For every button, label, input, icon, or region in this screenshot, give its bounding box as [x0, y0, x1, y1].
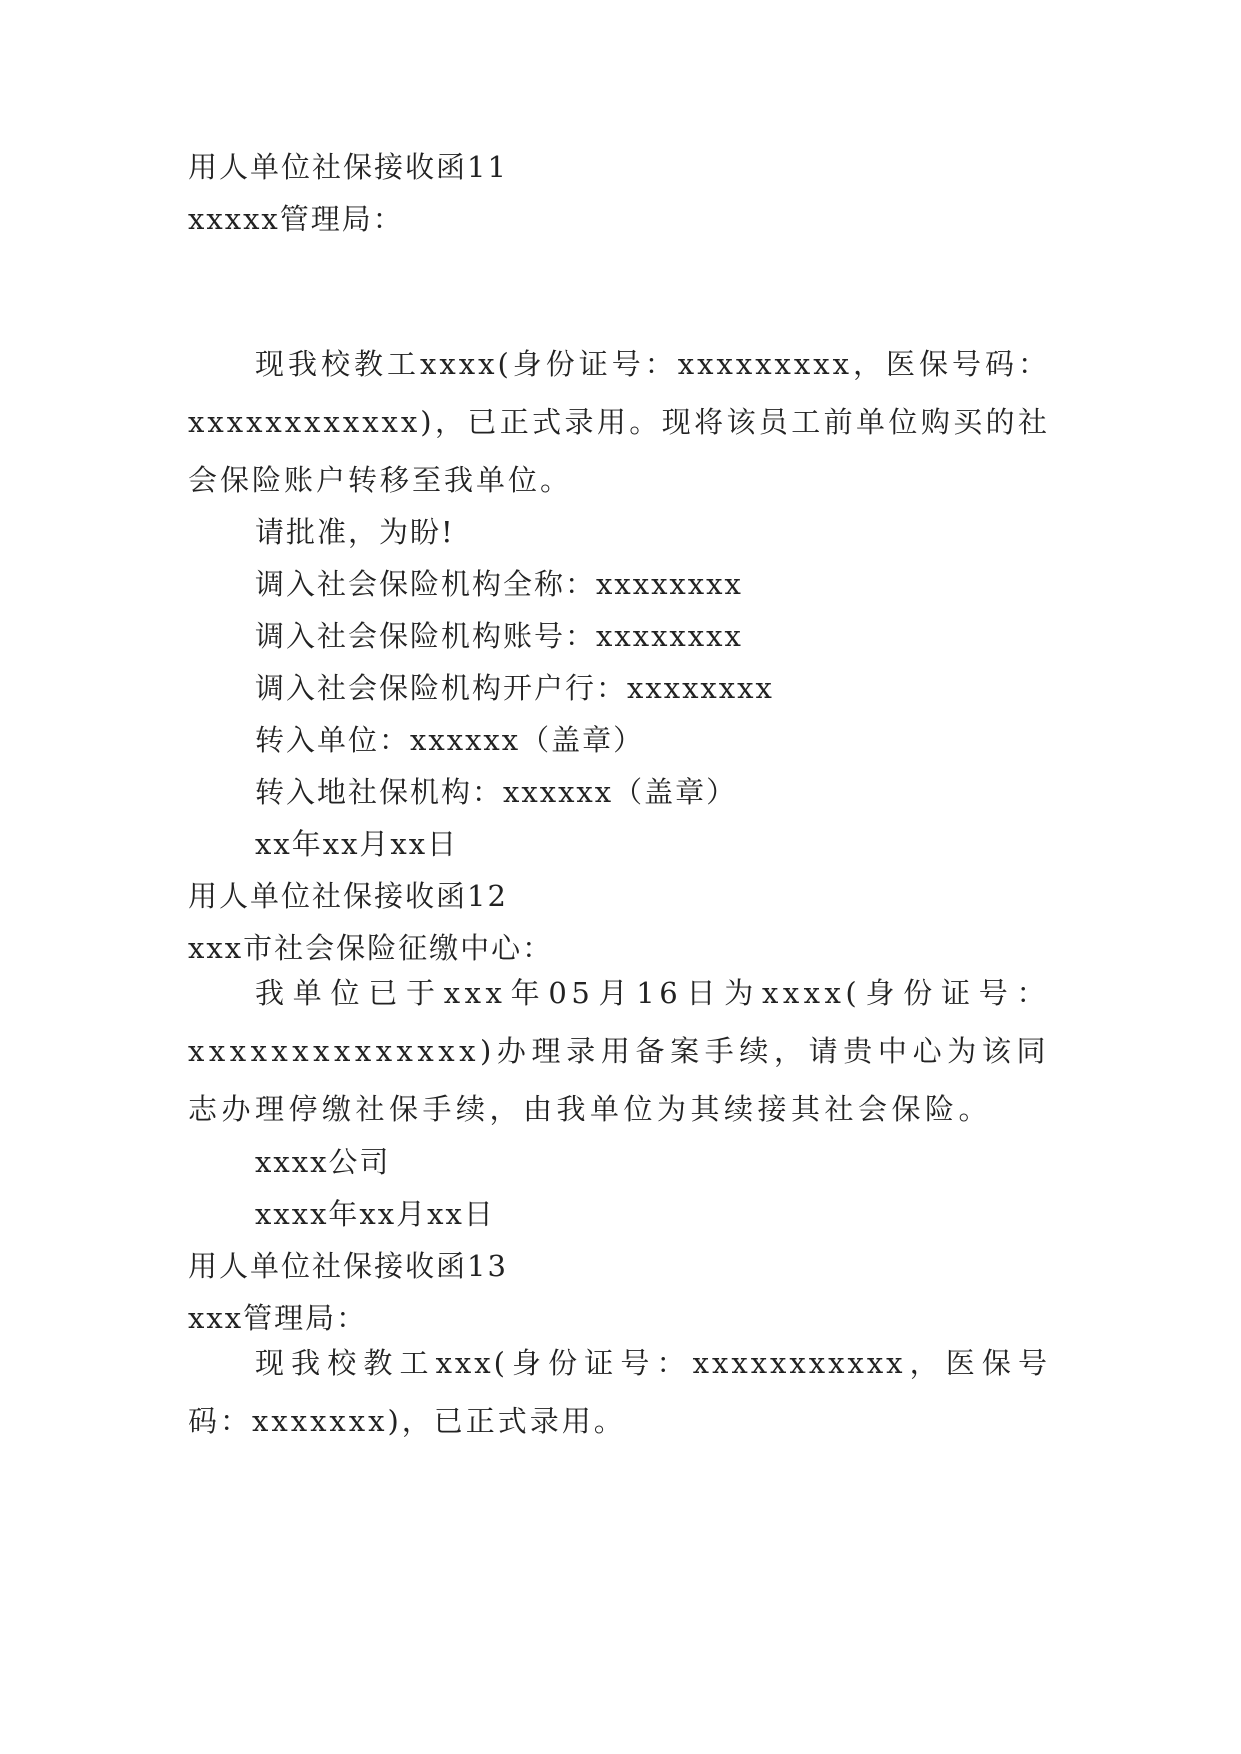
- letter-field: 调入社会保险机构全称：xxxxxxxx: [255, 567, 743, 601]
- letter-body: 现我校教工xxxx(身份证号：xxxxxxxxx，医保号码：xxxxxxxxxxxx)，已正式录用。现将该员工前单位购买的社会保险账户转移至我单位。: [188, 347, 1050, 497]
- letter-addressee: xxx市社会保险征缴中心：: [188, 931, 554, 965]
- letter-date: xxxx年xx月xx日: [255, 1197, 495, 1231]
- letter-title: 用人单位社保接收函13: [188, 1249, 508, 1283]
- letter-addressee: xxxxx管理局：: [188, 202, 404, 236]
- letter-title: 用人单位社保接收函11: [188, 150, 508, 184]
- letter-request: 请批准，为盼!: [255, 515, 455, 549]
- letter-field: 调入社会保险机构账号：xxxxxxxx: [255, 619, 743, 653]
- letter-field: 调入社会保险机构开户行：xxxxxxxx: [255, 671, 774, 705]
- letter-addressee: xxx管理局：: [188, 1301, 368, 1335]
- letter-date: xx年xx月xx日: [255, 827, 459, 861]
- letter-body: 现我校教工xxx(身份证号：xxxxxxxxxxx，医保号码：xxxxxxx)，已正式录用。: [188, 1346, 1050, 1438]
- letter-body: 我单位已于xxx年05月16日为xxxx(身份证号：xxxxxxxxxxxxxx)办理录用备案手续，请贵中心为该同志办理停缴社保手续，由我单位为其续接其社会保险。: [188, 976, 1050, 1126]
- letter-field: 转入地社保机构：xxxxxx（盖章）: [255, 775, 738, 809]
- letter-title: 用人单位社保接收函12: [188, 879, 508, 913]
- letter-signature: xxxx公司: [255, 1145, 391, 1179]
- letter-field: 转入单位：xxxxxx（盖章）: [255, 723, 645, 757]
